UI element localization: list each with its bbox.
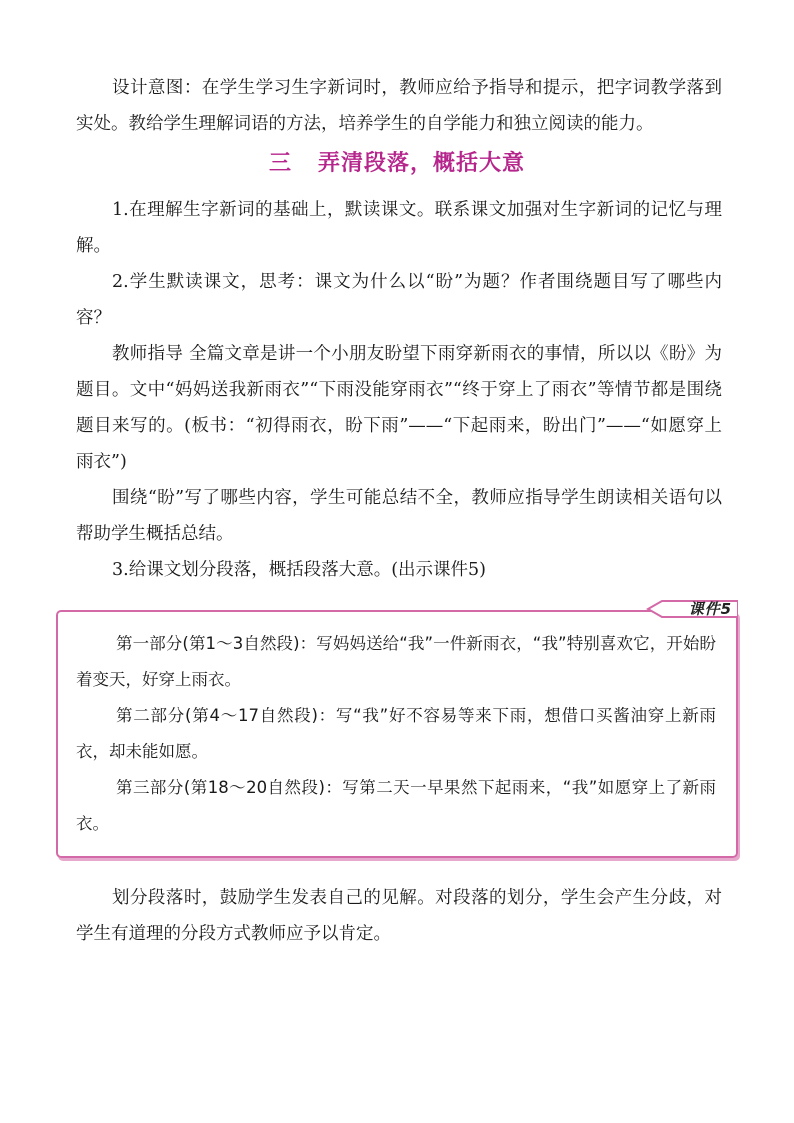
design-intent-paragraph: 设计意图：在学生学习生字新词时，教师应给予指导和提示，把字词教学落到实处。教给学生理解词语的方法，培养学生的自学能力和独立阅读的能力。 — [76, 78, 722, 134]
courseware-item-1: 第一部分(第1～3自然段)：写妈妈送给“我”一件新雨衣，“我”特别喜欢它，开始盼着变天，好穿上雨衣。 — [76, 634, 716, 689]
summary-note-paragraph: 围绕“盼”写了哪些内容，学生可能总结不全，教师应指导学生朗读相关语句以帮助学生概括总结。 — [76, 488, 722, 544]
section-number: 三 — [268, 151, 292, 176]
closing-paragraph: 划分段落时，鼓励学生发表自己的见解。对段落的划分，学生会产生分歧，对学生有道理的分段方式教师应予以肯定。 — [76, 888, 722, 944]
courseware-tag — [638, 598, 738, 620]
teacher-guidance-paragraph: 教师指导 全篇文章是讲一个小朋友盼望下雨穿新雨衣的事情，所以以《盼》为题目。文中“妈妈送我新雨衣”“下雨没能穿雨衣”“终于穿上了雨衣”等情节都是围绕题目来写的。(板书：“初得雨衣，盼下雨”——“下起雨来，盼出门”——“如愿穿上雨衣”) — [76, 344, 722, 472]
step-1-paragraph: 1.在理解生字新词的基础上，默读课文。联系课文加强对生字新词的记忆与理解。 — [76, 200, 722, 256]
step-2-paragraph: 2.学生默读课文，思考：课文为什么以“盼”为题？作者围绕题目写了哪些内容？ — [76, 272, 722, 328]
courseware-item-3: 第三部分(第18～20自然段)：写第二天一早果然下起雨来，“我”如愿穿上了新雨衣。 — [76, 778, 716, 833]
courseware-item-2: 第二部分(第4～17自然段)：写“我”好不容易等来下雨，想借口买酱油穿上新雨衣，却未能如愿。 — [76, 706, 716, 761]
courseware-box — [56, 600, 738, 858]
section-title: 弄清段落，概括大意 — [318, 151, 526, 176]
courseware-tag-label: 课件5 — [688, 600, 732, 618]
section-heading — [0, 146, 794, 177]
step-3-paragraph: 3.给课文划分段落，概括段落大意。(出示课件5) — [112, 560, 486, 580]
